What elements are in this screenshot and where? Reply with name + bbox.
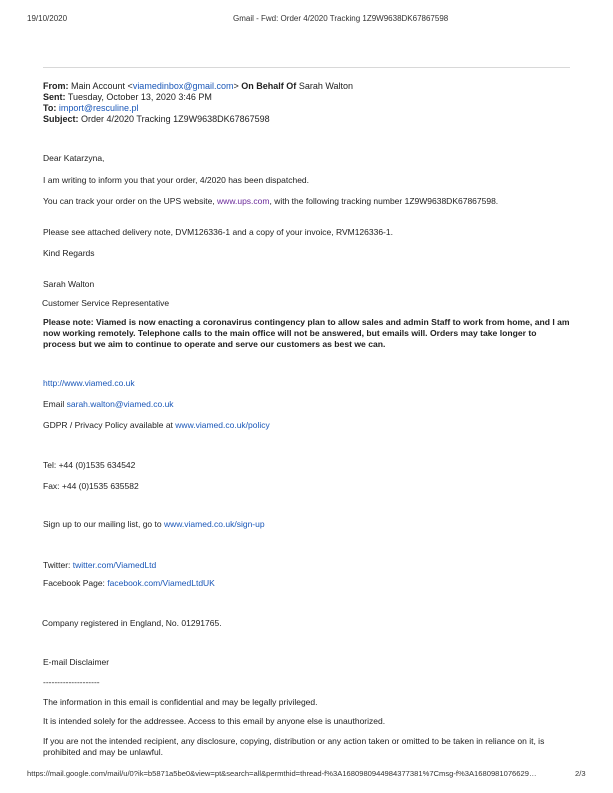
to-line: [43, 103, 139, 114]
email-link[interactable]: sarah.walton@viamed.co.uk: [66, 399, 174, 409]
subject-label: Subject:: [43, 114, 79, 124]
behalf-name: Sarah Walton: [298, 81, 354, 91]
print-url: https://mail.google.com/mail/u/0?ik=b5871a5be0&view=pt&search=all&permthid=thread-f%3A1680980944984377381%7Cmsg-f%3A1680981076629…: [27, 769, 537, 778]
disclaimer-separator: --------------------: [43, 677, 100, 687]
from-close: >: [233, 81, 239, 91]
facebook-link[interactable]: facebook.com/ViamedLtdUK: [107, 578, 215, 588]
to-label: To:: [43, 103, 57, 113]
twitter-link[interactable]: twitter.com/ViamedLtd: [72, 560, 157, 570]
from-email-link[interactable]: viamedinbox@gmail.com: [132, 81, 234, 91]
kind-regards: Kind Regards: [43, 248, 95, 258]
to-email-link[interactable]: import@resculine.pl: [58, 103, 139, 113]
tracking-text-b: , with the following tracking number 1Z9W9638DK67867598.: [269, 196, 499, 206]
subject-value: Order 4/2020 Tracking 1Z9W9638DK67867598: [81, 114, 270, 124]
fax-line: Fax: +44 (0)1535 635582: [43, 481, 139, 491]
disclaimer-title: E-mail Disclaimer: [43, 657, 110, 667]
tracking-text-a: You can track your order on the UPS website,: [43, 196, 215, 206]
gdpr-line: [43, 420, 270, 430]
email-label: Email: [43, 399, 65, 409]
sender-role: Customer Service Representative: [42, 298, 170, 308]
print-title: Gmail - Fwd: Order 4/2020 Tracking 1Z9W9638DK67867598: [233, 14, 449, 23]
sent-label: Sent:: [43, 92, 66, 102]
signup-link[interactable]: www.viamed.co.uk/sign-up: [163, 519, 265, 529]
page-number: 2/3: [575, 769, 586, 778]
gdpr-link[interactable]: www.viamed.co.uk/policy: [175, 420, 270, 430]
disclaimer-unintended: If you are not the intended recipient, any disclosure, copying, distribution or any action taken or omitted to be taken in reliance on it, is prohibited and may be unlawful.: [43, 736, 545, 757]
sender-name: Sarah Walton: [43, 279, 95, 289]
disclaimer-confidential: The information in this email is confidential and may be legally privileged.: [43, 697, 318, 707]
disclaimer-addressee: It is intended solely for the addressee. Access to this email by anyone else is unauthorized.: [43, 716, 386, 726]
sent-line: [43, 92, 212, 103]
tel-line: Tel: +44 (0)1535 634542: [43, 460, 136, 470]
twitter-line: [43, 560, 156, 570]
email-line: [43, 399, 174, 409]
from-label: From:: [43, 81, 69, 91]
twitter-label: Twitter:: [43, 560, 71, 570]
signup-line: [43, 519, 265, 529]
greeting: Dear Katarzyna,: [43, 153, 105, 163]
sent-value: Tuesday, October 13, 2020 3:46 PM: [67, 92, 212, 102]
print-date: 19/10/2020: [27, 14, 68, 23]
tracking-line: [43, 196, 498, 206]
ups-link[interactable]: www.ups.com: [217, 196, 270, 206]
signup-label: Sign up to our mailing list, go to: [43, 519, 162, 529]
from-line: [43, 81, 353, 92]
company-registration: Company registered in England, No. 01291765.: [42, 618, 222, 628]
gdpr-label: GDPR / Privacy Policy available at: [43, 420, 173, 430]
facebook-label: Facebook Page:: [43, 578, 105, 588]
dispatch-line: I am writing to inform you that your order, 4/2020 has been dispatched.: [43, 175, 310, 185]
behalf-label: On Behalf Of: [241, 81, 297, 91]
from-name: Main Account <: [71, 81, 133, 91]
website-link[interactable]: http://www.viamed.co.uk: [43, 378, 135, 388]
facebook-line: [43, 578, 215, 588]
subject-line: [43, 114, 270, 125]
coronavirus-notice: Please note: Viamed is now enacting a coronavirus contingency plan to allow sales and admin Staff to work from home, and I am now working remotely. Telephone calls to the main office will not be answered, but emails will. Orders may take longer to process but we aim to continue to operate and serve our customers as best we can.: [43, 317, 570, 350]
header-divider: [43, 67, 570, 68]
attachment-line: Please see attached delivery note, DVM126336-1 and a copy of your invoice, RVM126336-1.: [43, 227, 393, 237]
